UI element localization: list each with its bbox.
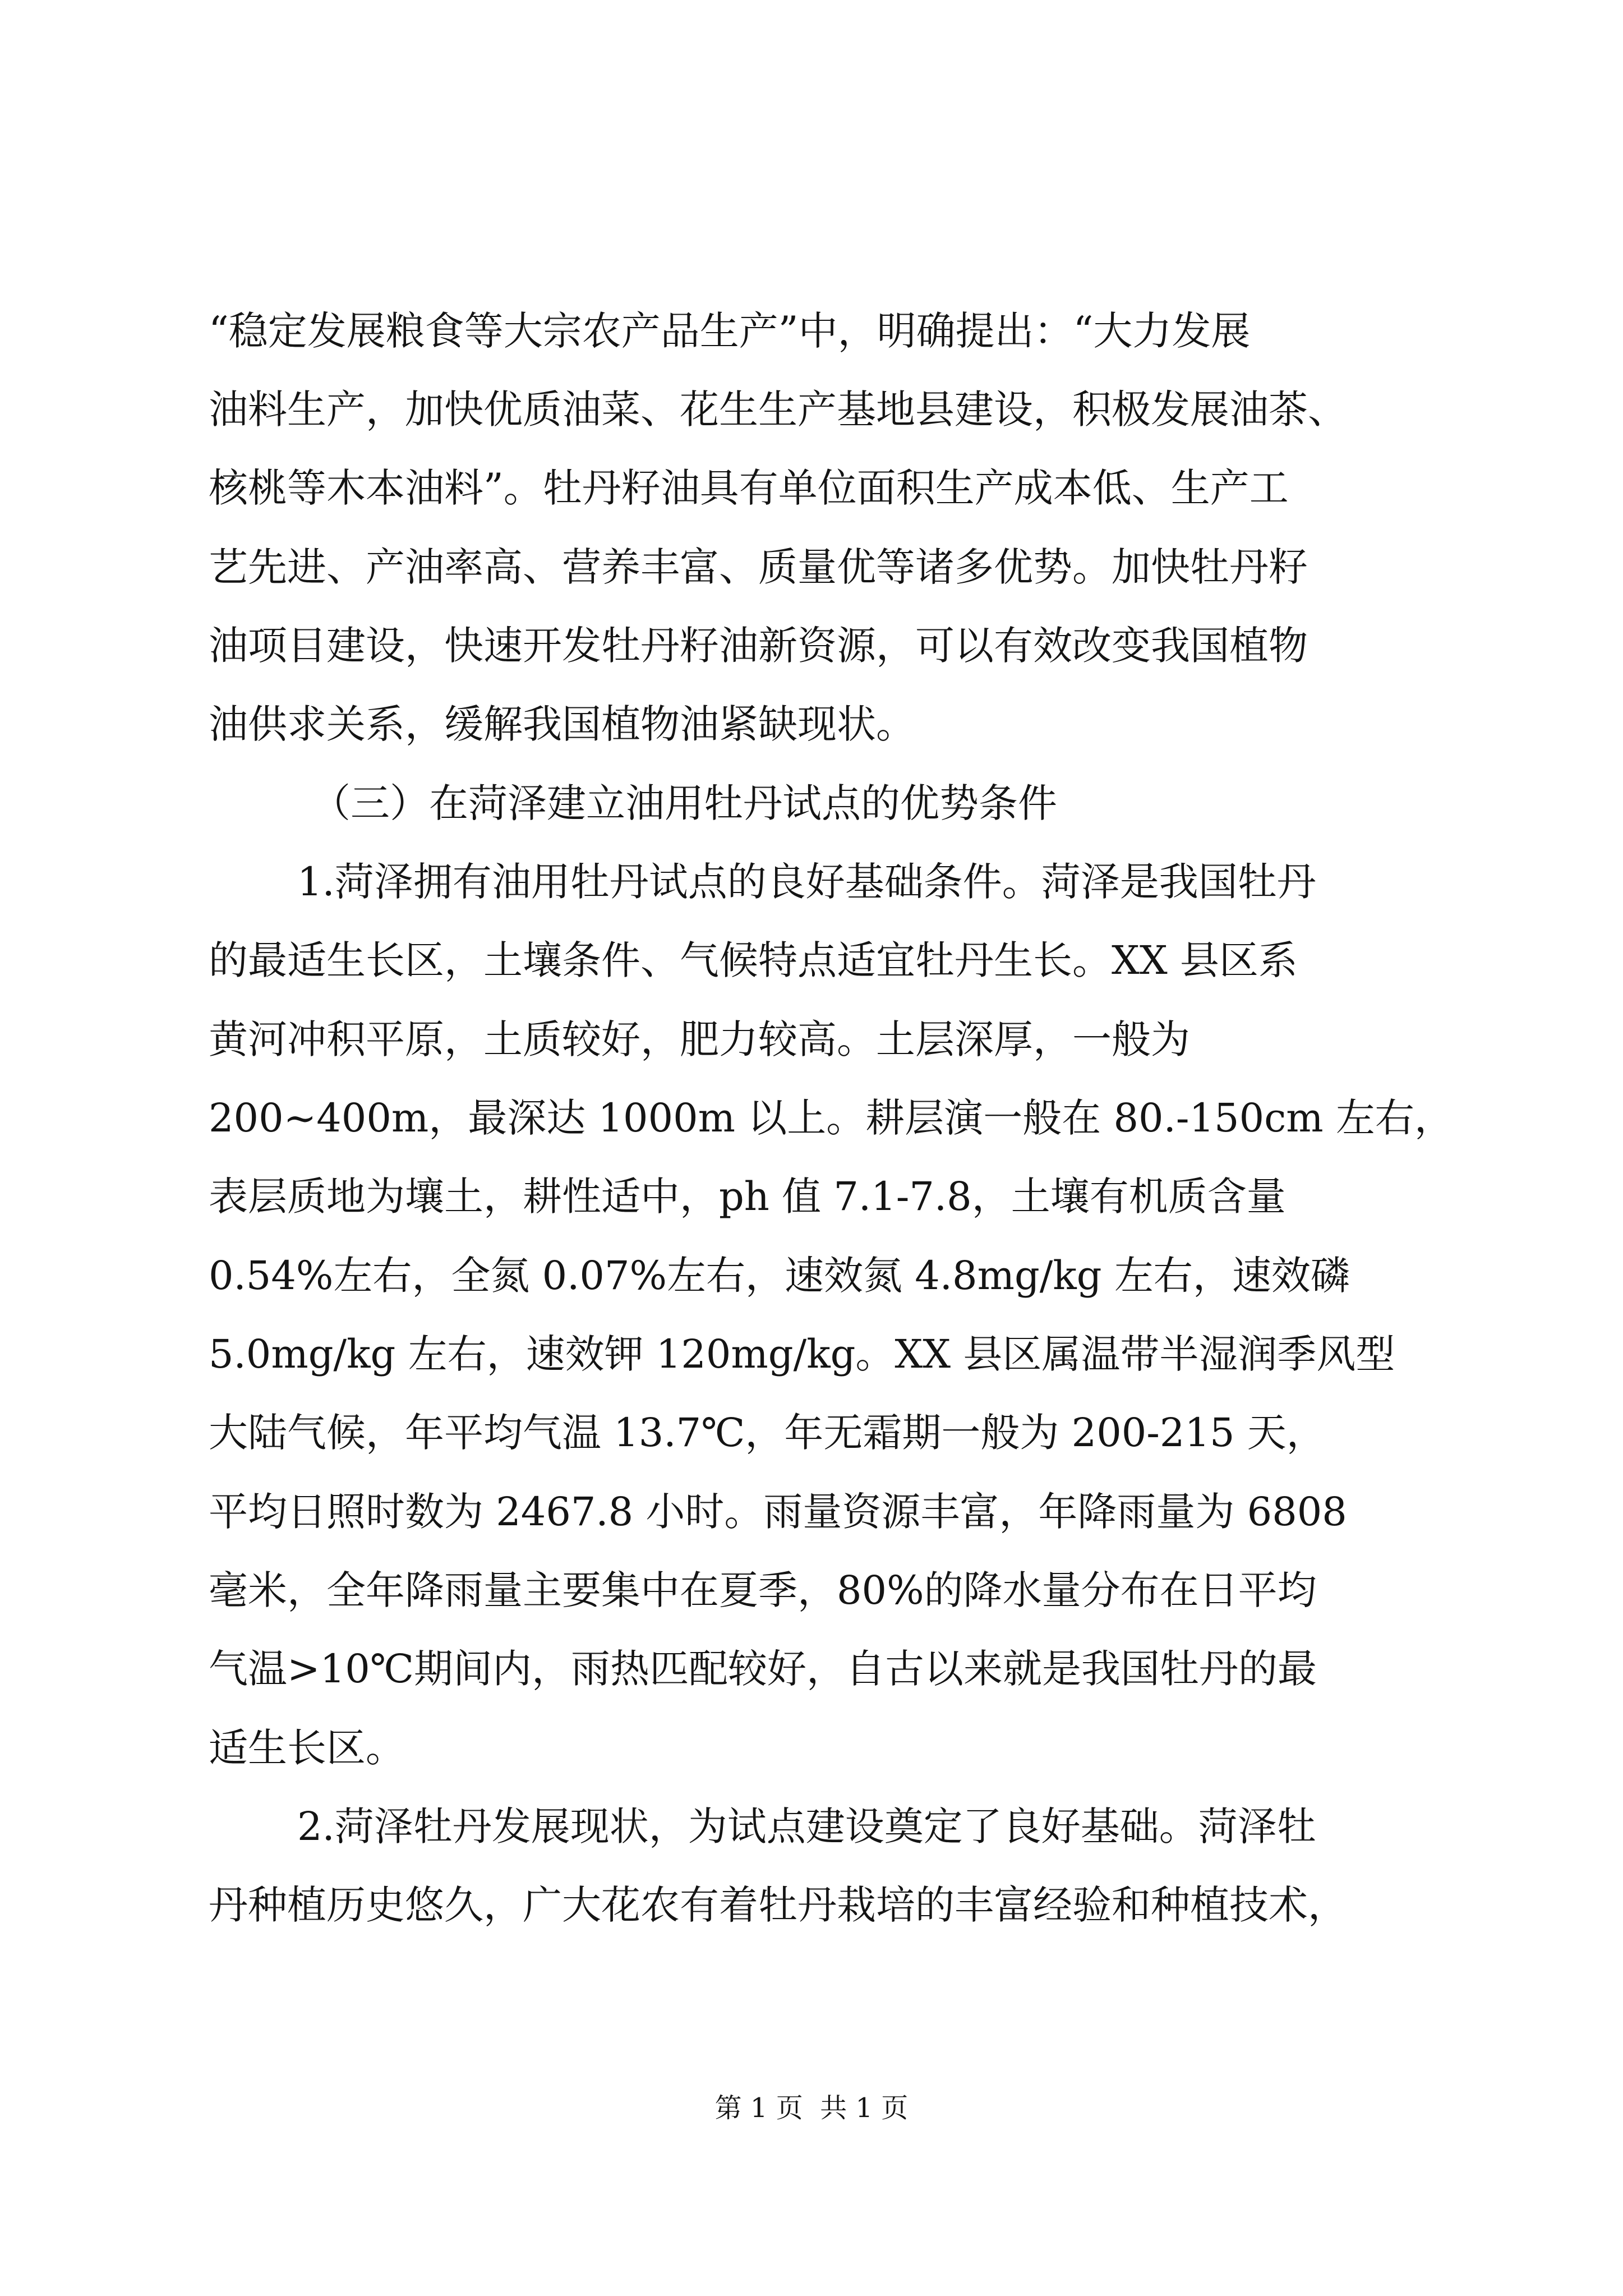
- body-line: 平均日照时数为 2467.8 小时。雨量资源丰富，年降雨量为 6808: [209, 1489, 1347, 1535]
- page-footer: 第 1 页 共 1 页: [714, 2092, 909, 2124]
- body-line: 适生长区。: [209, 1725, 405, 1771]
- body-line: 油项目建设，快速开发牡丹籽油新资源，可以有效改变我国植物: [209, 623, 1308, 669]
- body-line: “稳定发展粮食等大宗农产品生产”中，明确提出：“大力发展: [209, 308, 1251, 354]
- body-line: 0.54%左右，全氮 0.07%左右，速效氮 4.8mg/kg 左右，速效磷: [209, 1253, 1350, 1299]
- body-line: 艺先进、产油率高、营养丰富、质量优等诸多优势。加快牡丹籽: [209, 544, 1308, 590]
- body-line: 的最适生长区，土壤条件、气候特点适宜牡丹生长。XX 县区系: [209, 937, 1298, 983]
- body-line: 丹种植历史悠久，广大花农有着牡丹栽培的丰富经验和种植技术，: [209, 1882, 1347, 1928]
- body-line: 2.菏泽牡丹发展现状，为试点建设奠定了良好基础。菏泽牡: [297, 1803, 1316, 1849]
- body-line: 大陆气候，年平均气温 13.7℃，年无霜期一般为 200-215 天，: [209, 1410, 1326, 1456]
- body-line: 气温>10℃期间内，雨热匹配较好，自古以来就是我国牡丹的最: [209, 1646, 1317, 1692]
- body-line: 1.菏泽拥有油用牡丹试点的良好基础条件。菏泽是我国牡丹: [297, 859, 1316, 905]
- section-heading: （三）在菏泽建立油用牡丹试点的优势条件: [311, 780, 1057, 826]
- body-line: 黄河冲积平原，土质较好，肥力较高。土层深厚，一般为: [209, 1016, 1190, 1062]
- body-line: 油供求关系，缓解我国植物油紧缺现状。: [209, 701, 915, 747]
- body-line: 毫米，全年降雨量主要集中在夏季，80%的降水量分布在日平均: [209, 1567, 1317, 1613]
- body-line: 油料生产，加快优质油菜、花生生产基地县建设，积极发展油茶、: [209, 386, 1347, 432]
- body-line: 核桃等木本油料”。牡丹籽油具有单位面积生产成本低、生产工: [209, 465, 1289, 511]
- body-line: 200~400m，最深达 1000m 以上。耕层演一般在 80.-150cm 左右，: [209, 1095, 1454, 1141]
- body-line: 5.0mg/kg 左右，速效钾 120mg/kg。XX 县区属温带半湿润季风型: [209, 1331, 1395, 1377]
- body-line: 表层质地为壤土，耕性适中，ph 值 7.1-7.8，土壤有机质含量: [209, 1174, 1286, 1220]
